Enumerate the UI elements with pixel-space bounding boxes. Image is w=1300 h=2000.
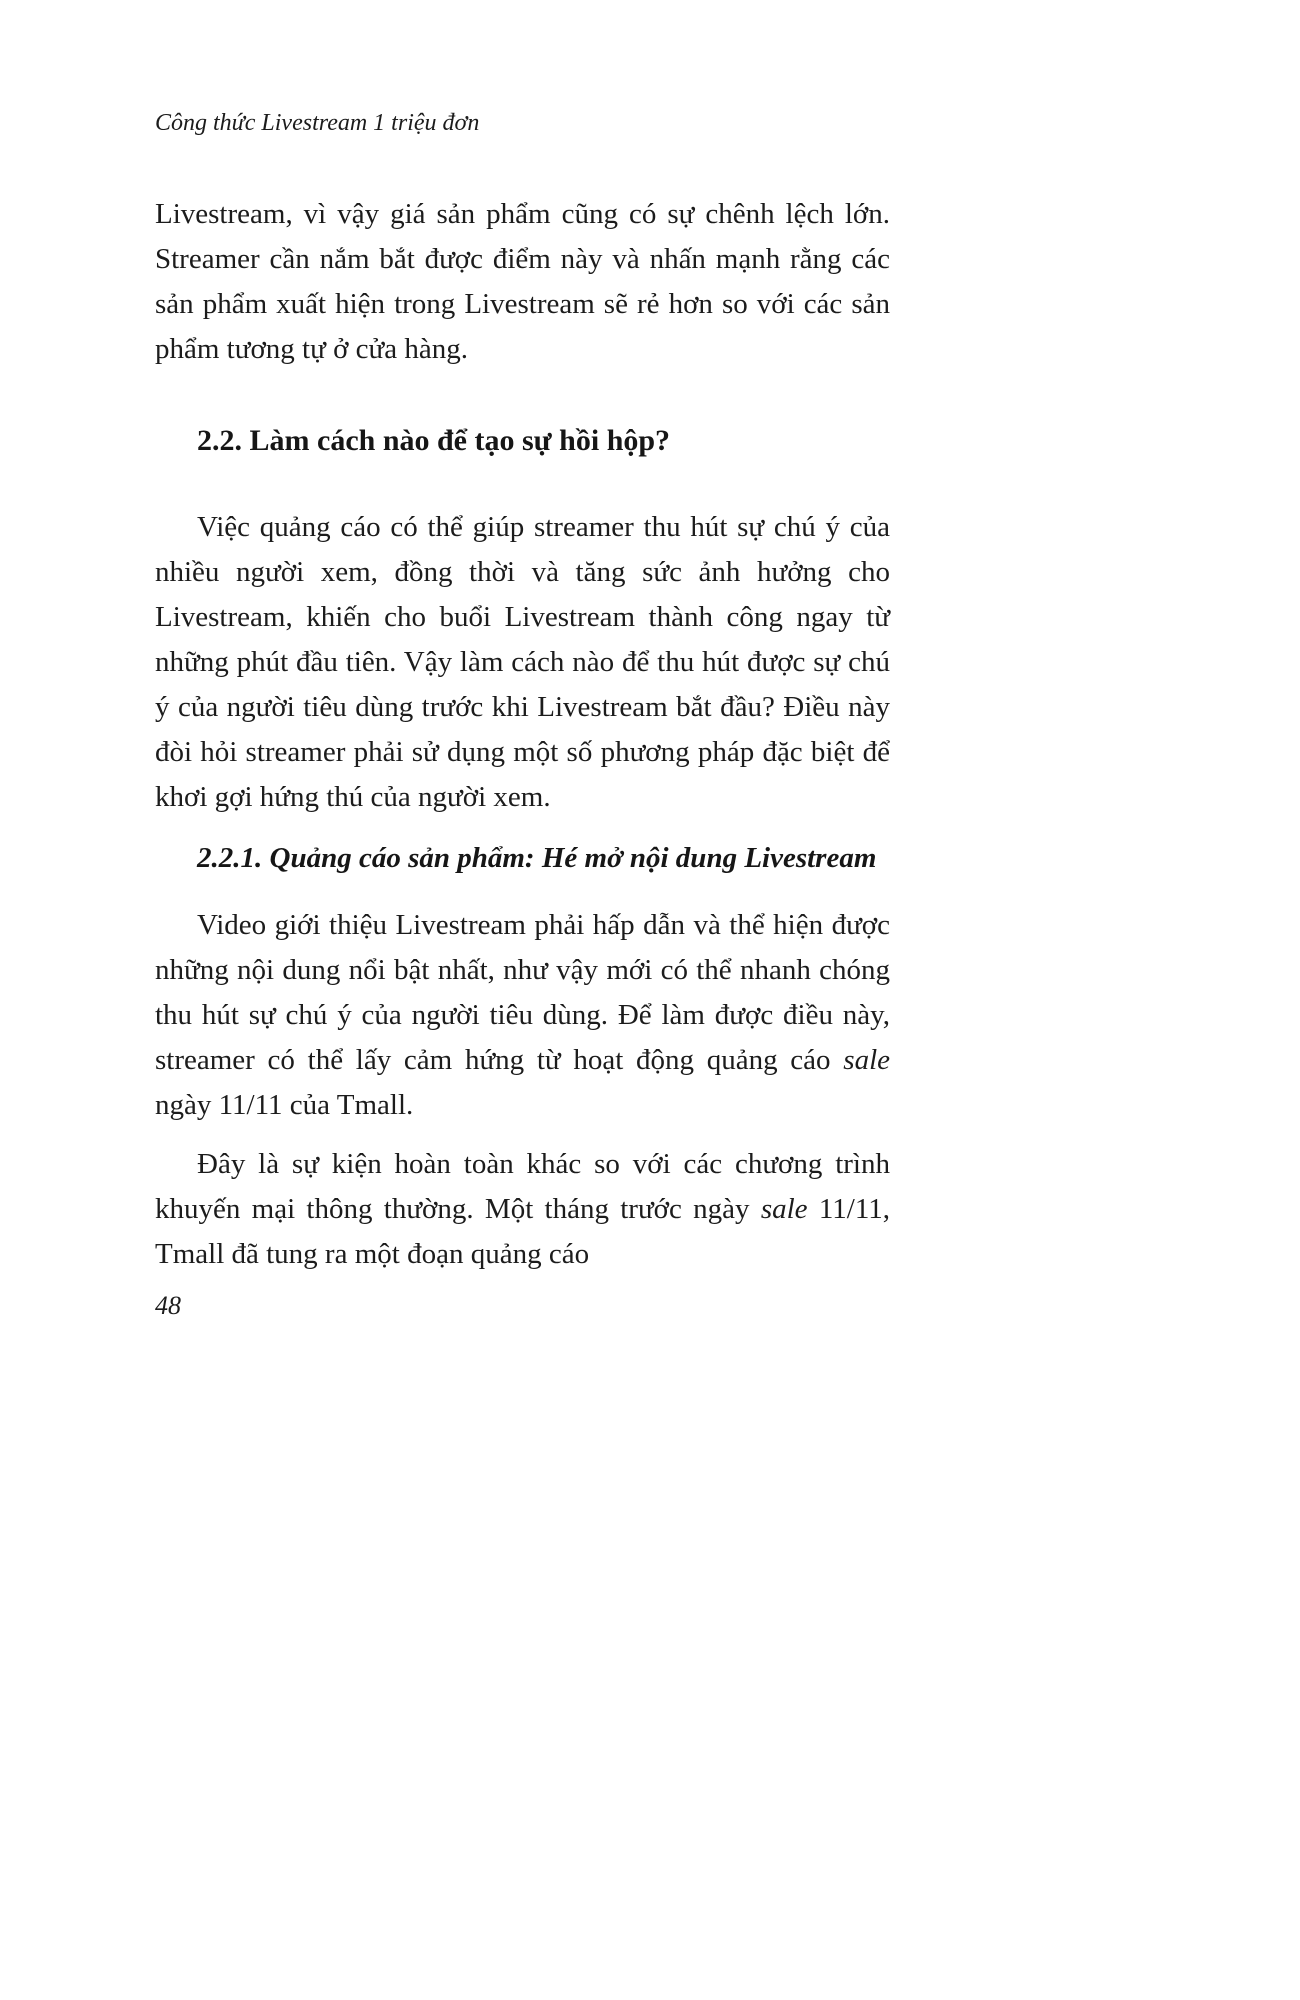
running-header: Công thức Livestream 1 triệu đơn — [155, 110, 480, 136]
paragraph-video-intro — [155, 903, 890, 1128]
text-run: Đây là sự kiện hoàn toàn khác so với các chương trình khuyến mại thông thường. Một tháng trước ngày — [155, 1148, 890, 1225]
paragraph-advertising-attention: Việc quảng cáo có thể giúp streamer thu hút sự chú ý của nhiều người xem, đồng thời và tăng sức ảnh hưởng cho Livestream, khiến cho buổi Livestream thành công ngay từ những phút đầu tiên. Vậy làm cách nào để thu hút được sự chú ý của người tiêu dùng trước khi Livestream bắt đầu? Điều này đòi hỏi streamer phải sử dụng một số phương pháp đặc biệt để khơi gợi hứng thú của người xem. — [155, 511, 890, 813]
heading-2-2: 2.2. Làm cách nào để tạo sự hồi hộp? — [197, 424, 671, 457]
text-run: ngày 11/11 của Tmall. — [155, 1089, 414, 1121]
heading-2-2-1: 2.2.1. Quảng cáo sản phẩm: Hé mở nội dung Livestream — [197, 842, 877, 874]
text-run: Video giới thiệu Livestream phải hấp dẫn và thể hiện được những nội dung nổi bật nhất, như vậy mới có thể nhanh chóng thu hút sự chú ý của người tiêu dùng. Để làm được điều này, streamer có thể lấy cảm hứng từ hoạt động quảng cáo — [155, 909, 890, 1076]
text-run: 11/11, Tmall đã tung ra một đoạn quảng cáo — [155, 1193, 891, 1270]
paragraph-tmall-event — [155, 1142, 890, 1277]
paragraph-price-difference: Livestream, vì vậy giá sản phẩm cũng có sự chênh lệch lớn. Streamer cần nắm bắt được điểm này và nhấn mạnh rằng các sản phẩm xuất hiện trong Livestream sẽ rẻ hơn so với các sản phẩm tương tự ở cửa hàng. — [155, 198, 890, 365]
page-number: 48 — [155, 1291, 181, 1320]
text-run-italic-sale: sale — [843, 1044, 890, 1076]
text-run-italic-sale: sale — [760, 1193, 808, 1225]
